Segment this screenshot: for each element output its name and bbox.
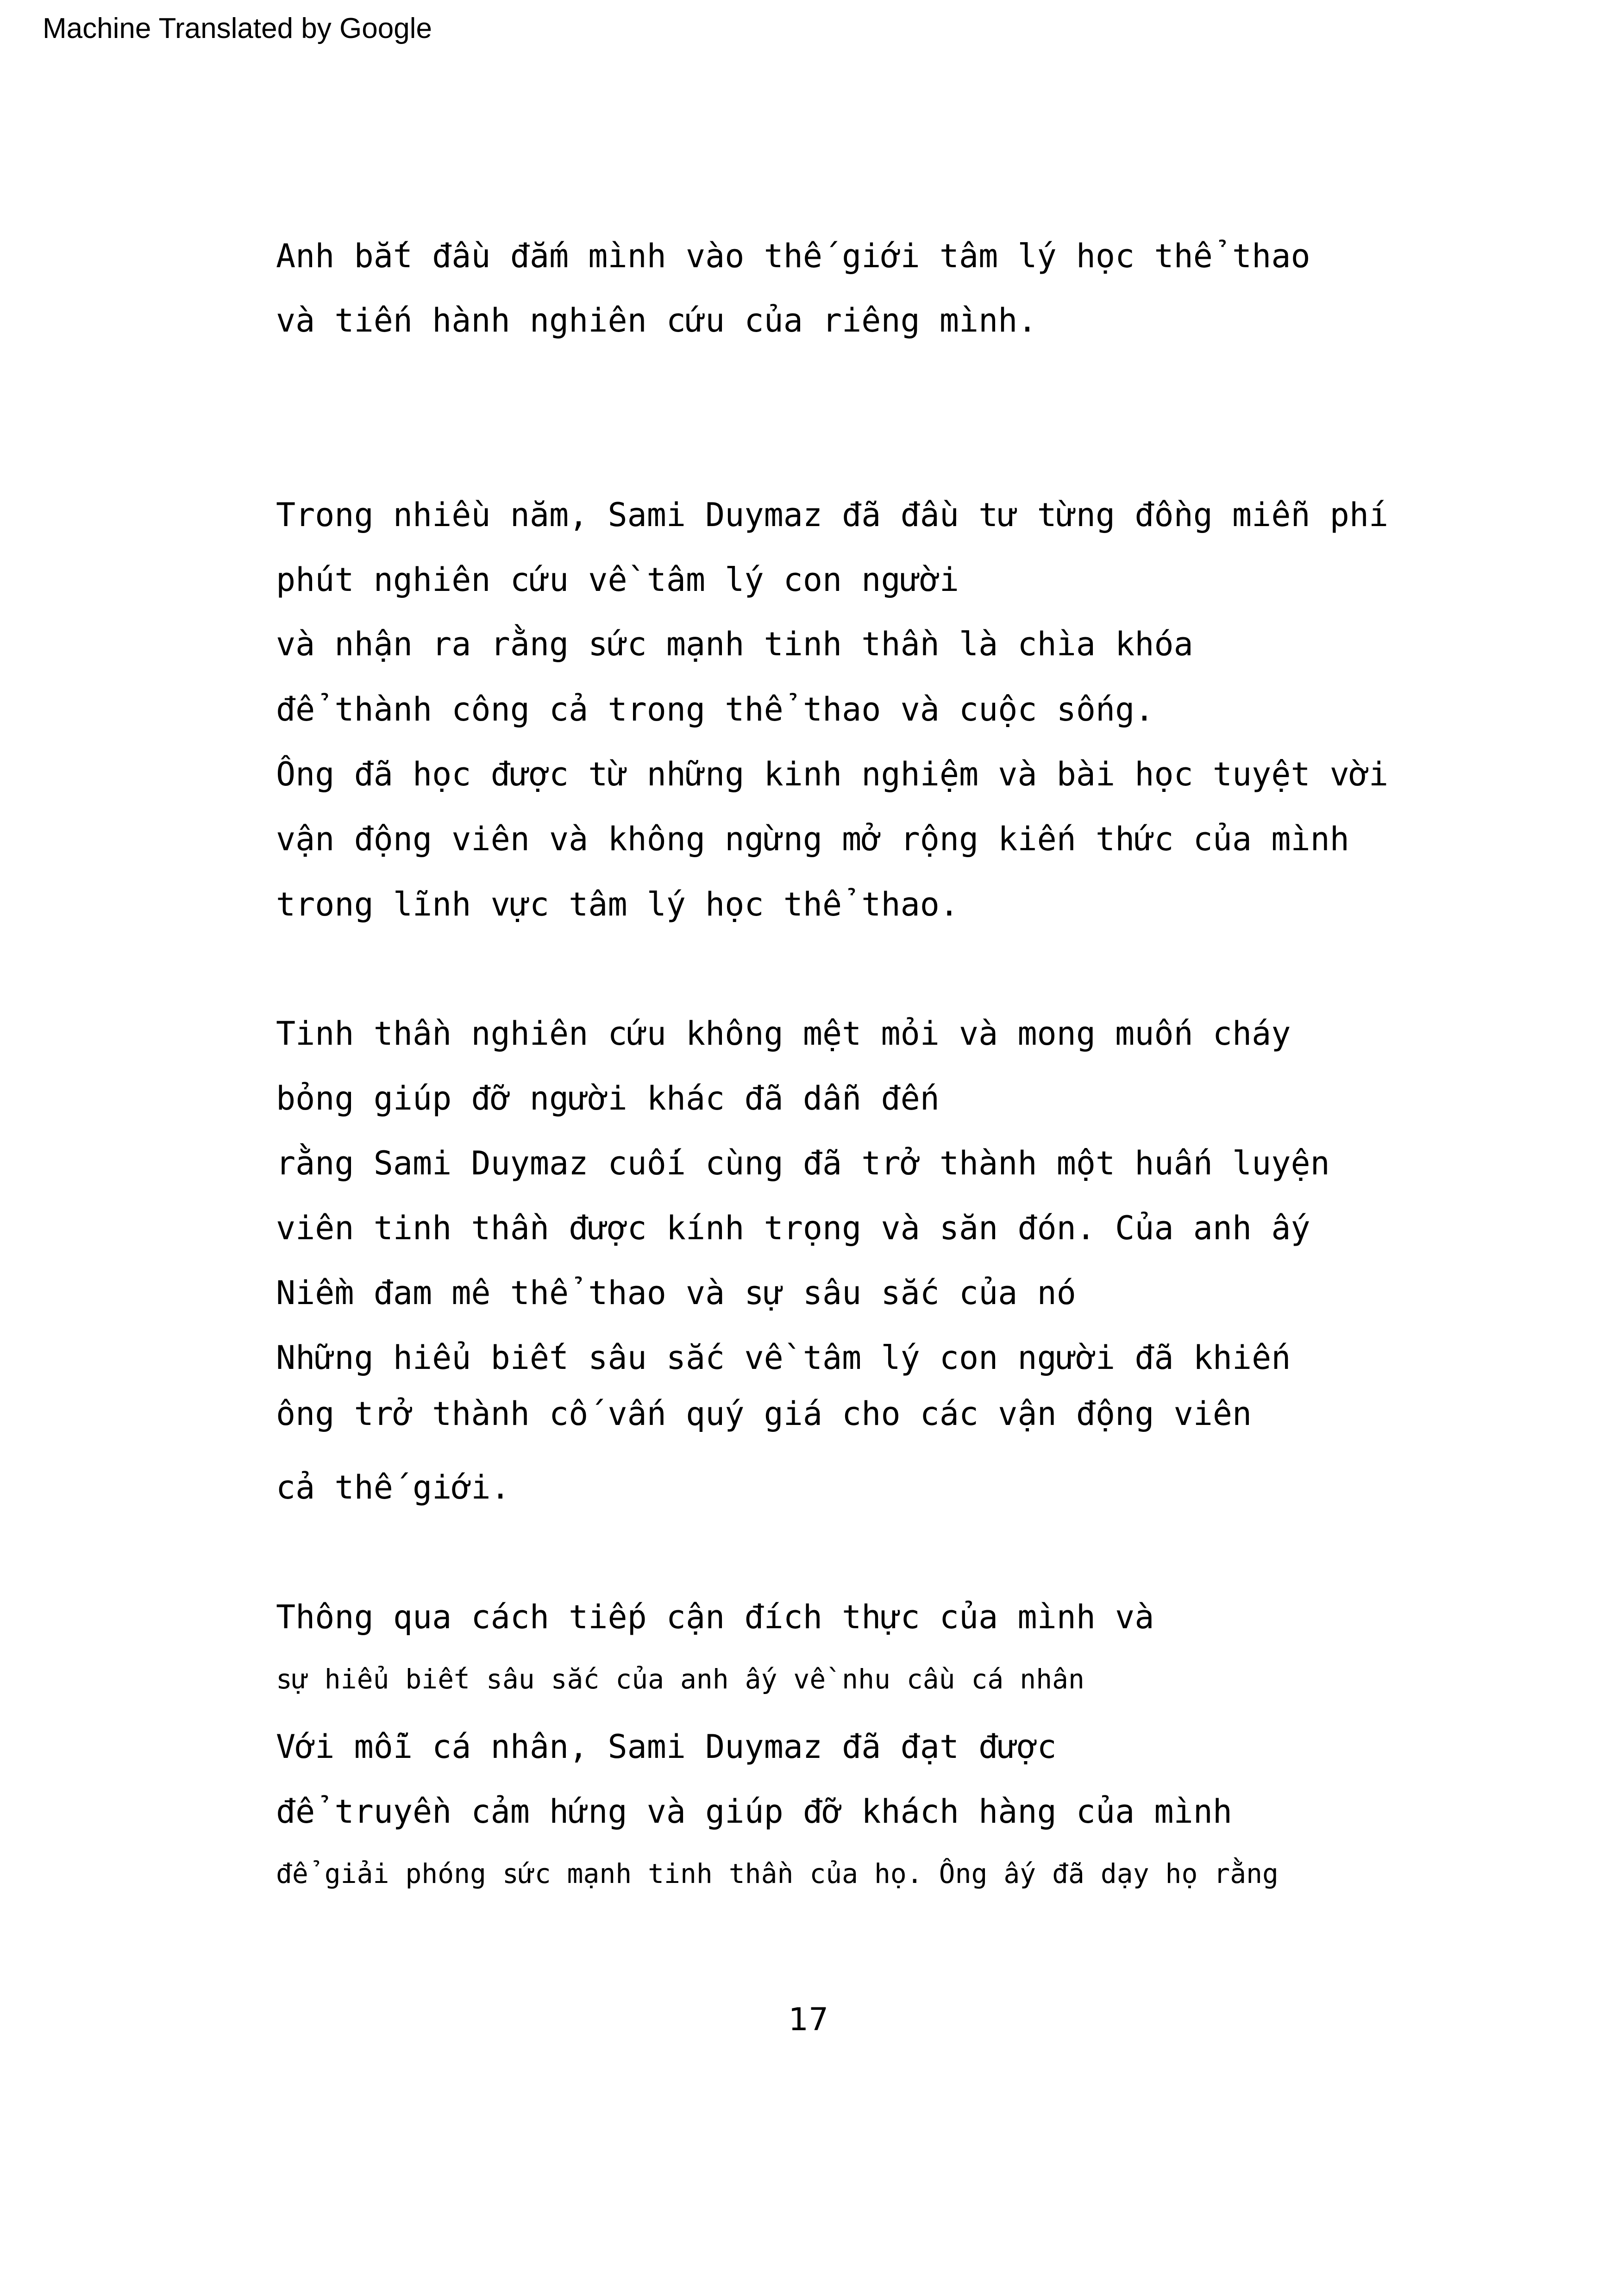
paragraph-3-line-3: rằng Sami Duymaz cuối cùng đã trở thành một huấn luyện — [276, 1144, 1330, 1182]
paragraph-3-line-7: ông trở thành cố vấn quý giá cho các vận động viên — [276, 1395, 1252, 1433]
paragraph-3-line-5: Niềm đam mê thể thao và sự sâu sắc của nó — [276, 1274, 1076, 1312]
paragraph-2-line-3: và nhận ra rằng sức mạnh tinh thần là chìa khóa — [276, 625, 1193, 663]
paragraph-3-line-6: Những hiểu biết sâu sắc về tâm lý con người đã khiến — [276, 1339, 1291, 1377]
paragraph-4-line-5: để giải phóng sức mạnh tinh thần của họ. Ông ấy đã dạy họ rằng — [276, 1858, 1279, 1889]
paragraph-4-line-4: để truyền cảm hứng và giúp đỡ khách hàng của mình — [276, 1793, 1233, 1831]
paragraph-4-line-2: sự hiểu biết sâu sắc của anh ấy về nhu cầu cá nhân — [276, 1663, 1084, 1695]
paragraph-2-line-4: để thành công cả trong thể thao và cuộc sống. — [276, 690, 1154, 728]
paragraph-2-line-5: Ông đã học được từ những kinh nghiệm và bài học tuyệt vời — [276, 755, 1389, 793]
paragraph-3-line-4: viên tinh thần được kính trọng và săn đón. Của anh ấy — [276, 1209, 1310, 1247]
machine-translation-note: Machine Translated by Google — [43, 13, 432, 44]
paragraph-3-line-8: cả thế giới. — [276, 1468, 510, 1506]
page-number: 17 — [788, 2001, 829, 2038]
paragraph-4-line-1: Thông qua cách tiếp cận đích thực của mình và — [276, 1598, 1154, 1636]
paragraph-2-line-2: phút nghiên cứu về tâm lý con người — [276, 561, 959, 599]
paragraph-4-line-3: Với mỗi cá nhân, Sami Duymaz đã đạt được — [276, 1728, 1057, 1766]
paragraph-2-line-6: vận động viên và không ngừng mở rộng kiến thức của mình — [276, 820, 1349, 858]
paragraph-2-line-1: Trong nhiều năm, Sami Duymaz đã đầu tư từng đồng miễn phí — [276, 496, 1389, 534]
paragraph-3-line-1: Tinh thần nghiên cứu không mệt mỏi và mong muốn cháy — [276, 1015, 1291, 1053]
paragraph-3-line-2: bỏng giúp đỡ người khác đã dẫn đến — [276, 1079, 940, 1117]
paragraph-1-line-2: và tiến hành nghiên cứu của riêng mình. — [276, 301, 1037, 339]
paragraph-2-line-7: trong lĩnh vực tâm lý học thể thao. — [276, 885, 959, 923]
paragraph-1-line-1: Anh bắt đầu đắm mình vào thế giới tâm lý học thể thao — [276, 237, 1310, 275]
